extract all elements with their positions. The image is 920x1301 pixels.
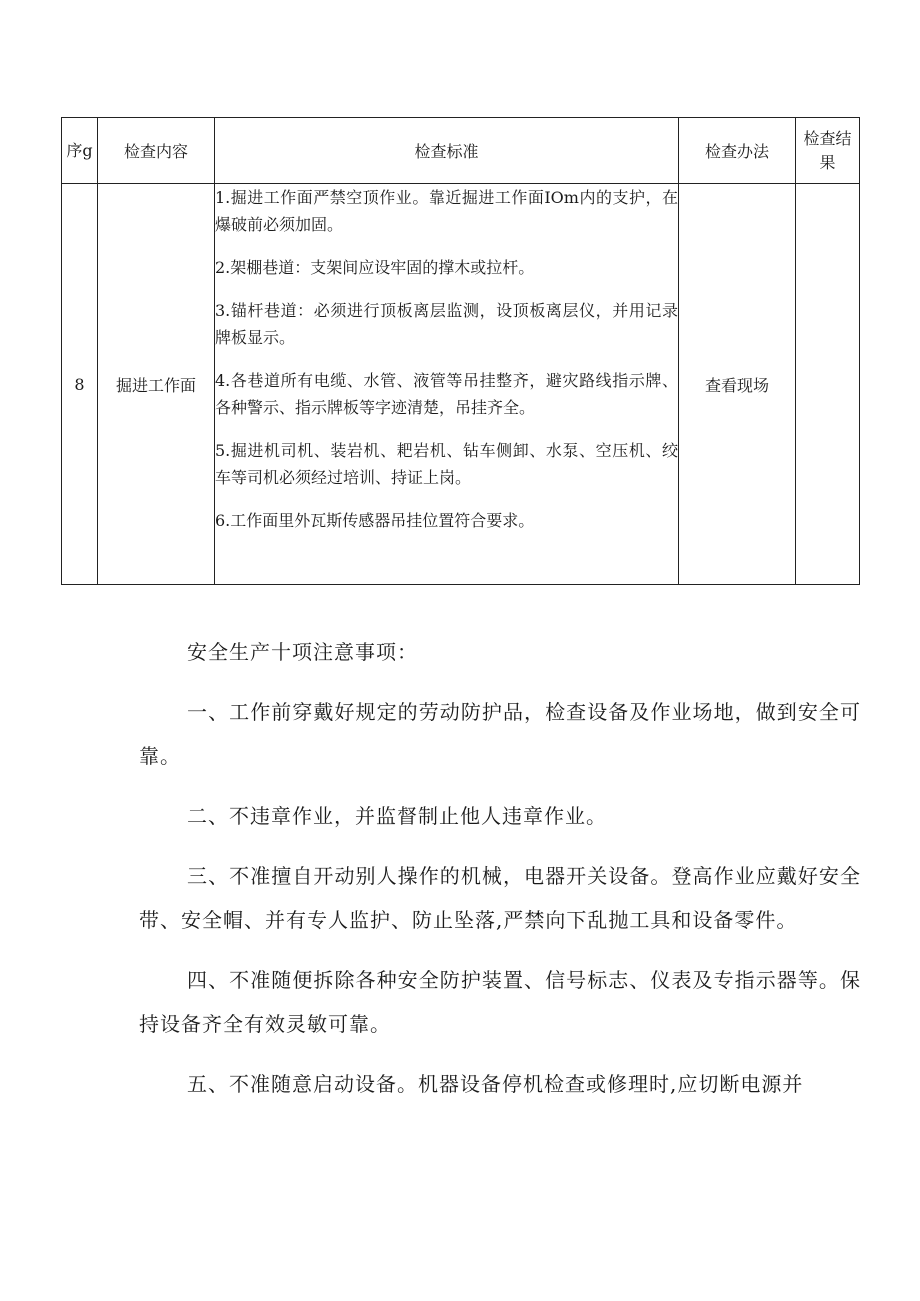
table-row [62, 184, 860, 585]
standard-item: 5.掘进机司机、装岩机、耙岩机、钻车侧卸、水泵、空压机、绞车等司机必须经过培训、持证上岗。 [215, 441, 678, 487]
header-result: 检查结果 [796, 118, 860, 184]
notes-title: 安全生产十项注意事项： [187, 640, 418, 664]
standard-item: 3.锚杆巷道：必须进行顶板离层监测，设顶板离层仪，并用记录牌板显示。 [215, 301, 678, 347]
cell-content: 掘进工作面 [98, 184, 215, 585]
notes-item: 四、不准随便拆除各种安全防护装置、信号标志、仪表及专指示器等。保持设备齐全有效灵敏可靠。 [139, 968, 861, 1036]
standard-item: 2.架棚巷道：支架间应设牢固的撑木或拉杆。 [215, 258, 535, 277]
notes-item: 五、不准随意启动设备。机器设备停机检查或修理时,应切断电源并 [187, 1072, 804, 1096]
cell-method: 查看现场 [679, 184, 796, 585]
standard-item: 6.工作面里外瓦斯传感器吊挂位置符合要求。 [215, 511, 535, 530]
cell-result [796, 184, 860, 585]
header-seq: 序g [62, 118, 98, 184]
header-method: 检查办法 [679, 118, 796, 184]
safety-notes [139, 630, 861, 1122]
notes-item: 二、不违章作业，并监督制止他人违章作业。 [187, 804, 607, 828]
header-content: 检查内容 [98, 118, 215, 184]
cell-standard [215, 184, 679, 585]
inspection-table [61, 117, 860, 585]
notes-item: 三、不准擅自开动别人操作的机械，电器开关设备。登高作业应戴好安全带、安全帽、并有专人监护、防止坠落,严禁向下乱抛工具和设备零件。 [139, 864, 861, 932]
standard-item: 4.各巷道所有电缆、水管、液管等吊挂整齐，避灾路线指示牌、各种警示、指示牌板等字迹清楚，吊挂齐全。 [215, 371, 678, 417]
header-standard: 检查标准 [215, 118, 679, 184]
standard-item: 1.掘进工作面严禁空顶作业。靠近掘进工作面IOm内的支护，在爆破前必须加固。 [215, 188, 678, 234]
cell-seq: 8 [62, 184, 98, 585]
notes-item: 一、工作前穿戴好规定的劳动防护品，检查设备及作业场地，做到安全可靠。 [139, 700, 861, 768]
table-header-row [62, 118, 860, 184]
